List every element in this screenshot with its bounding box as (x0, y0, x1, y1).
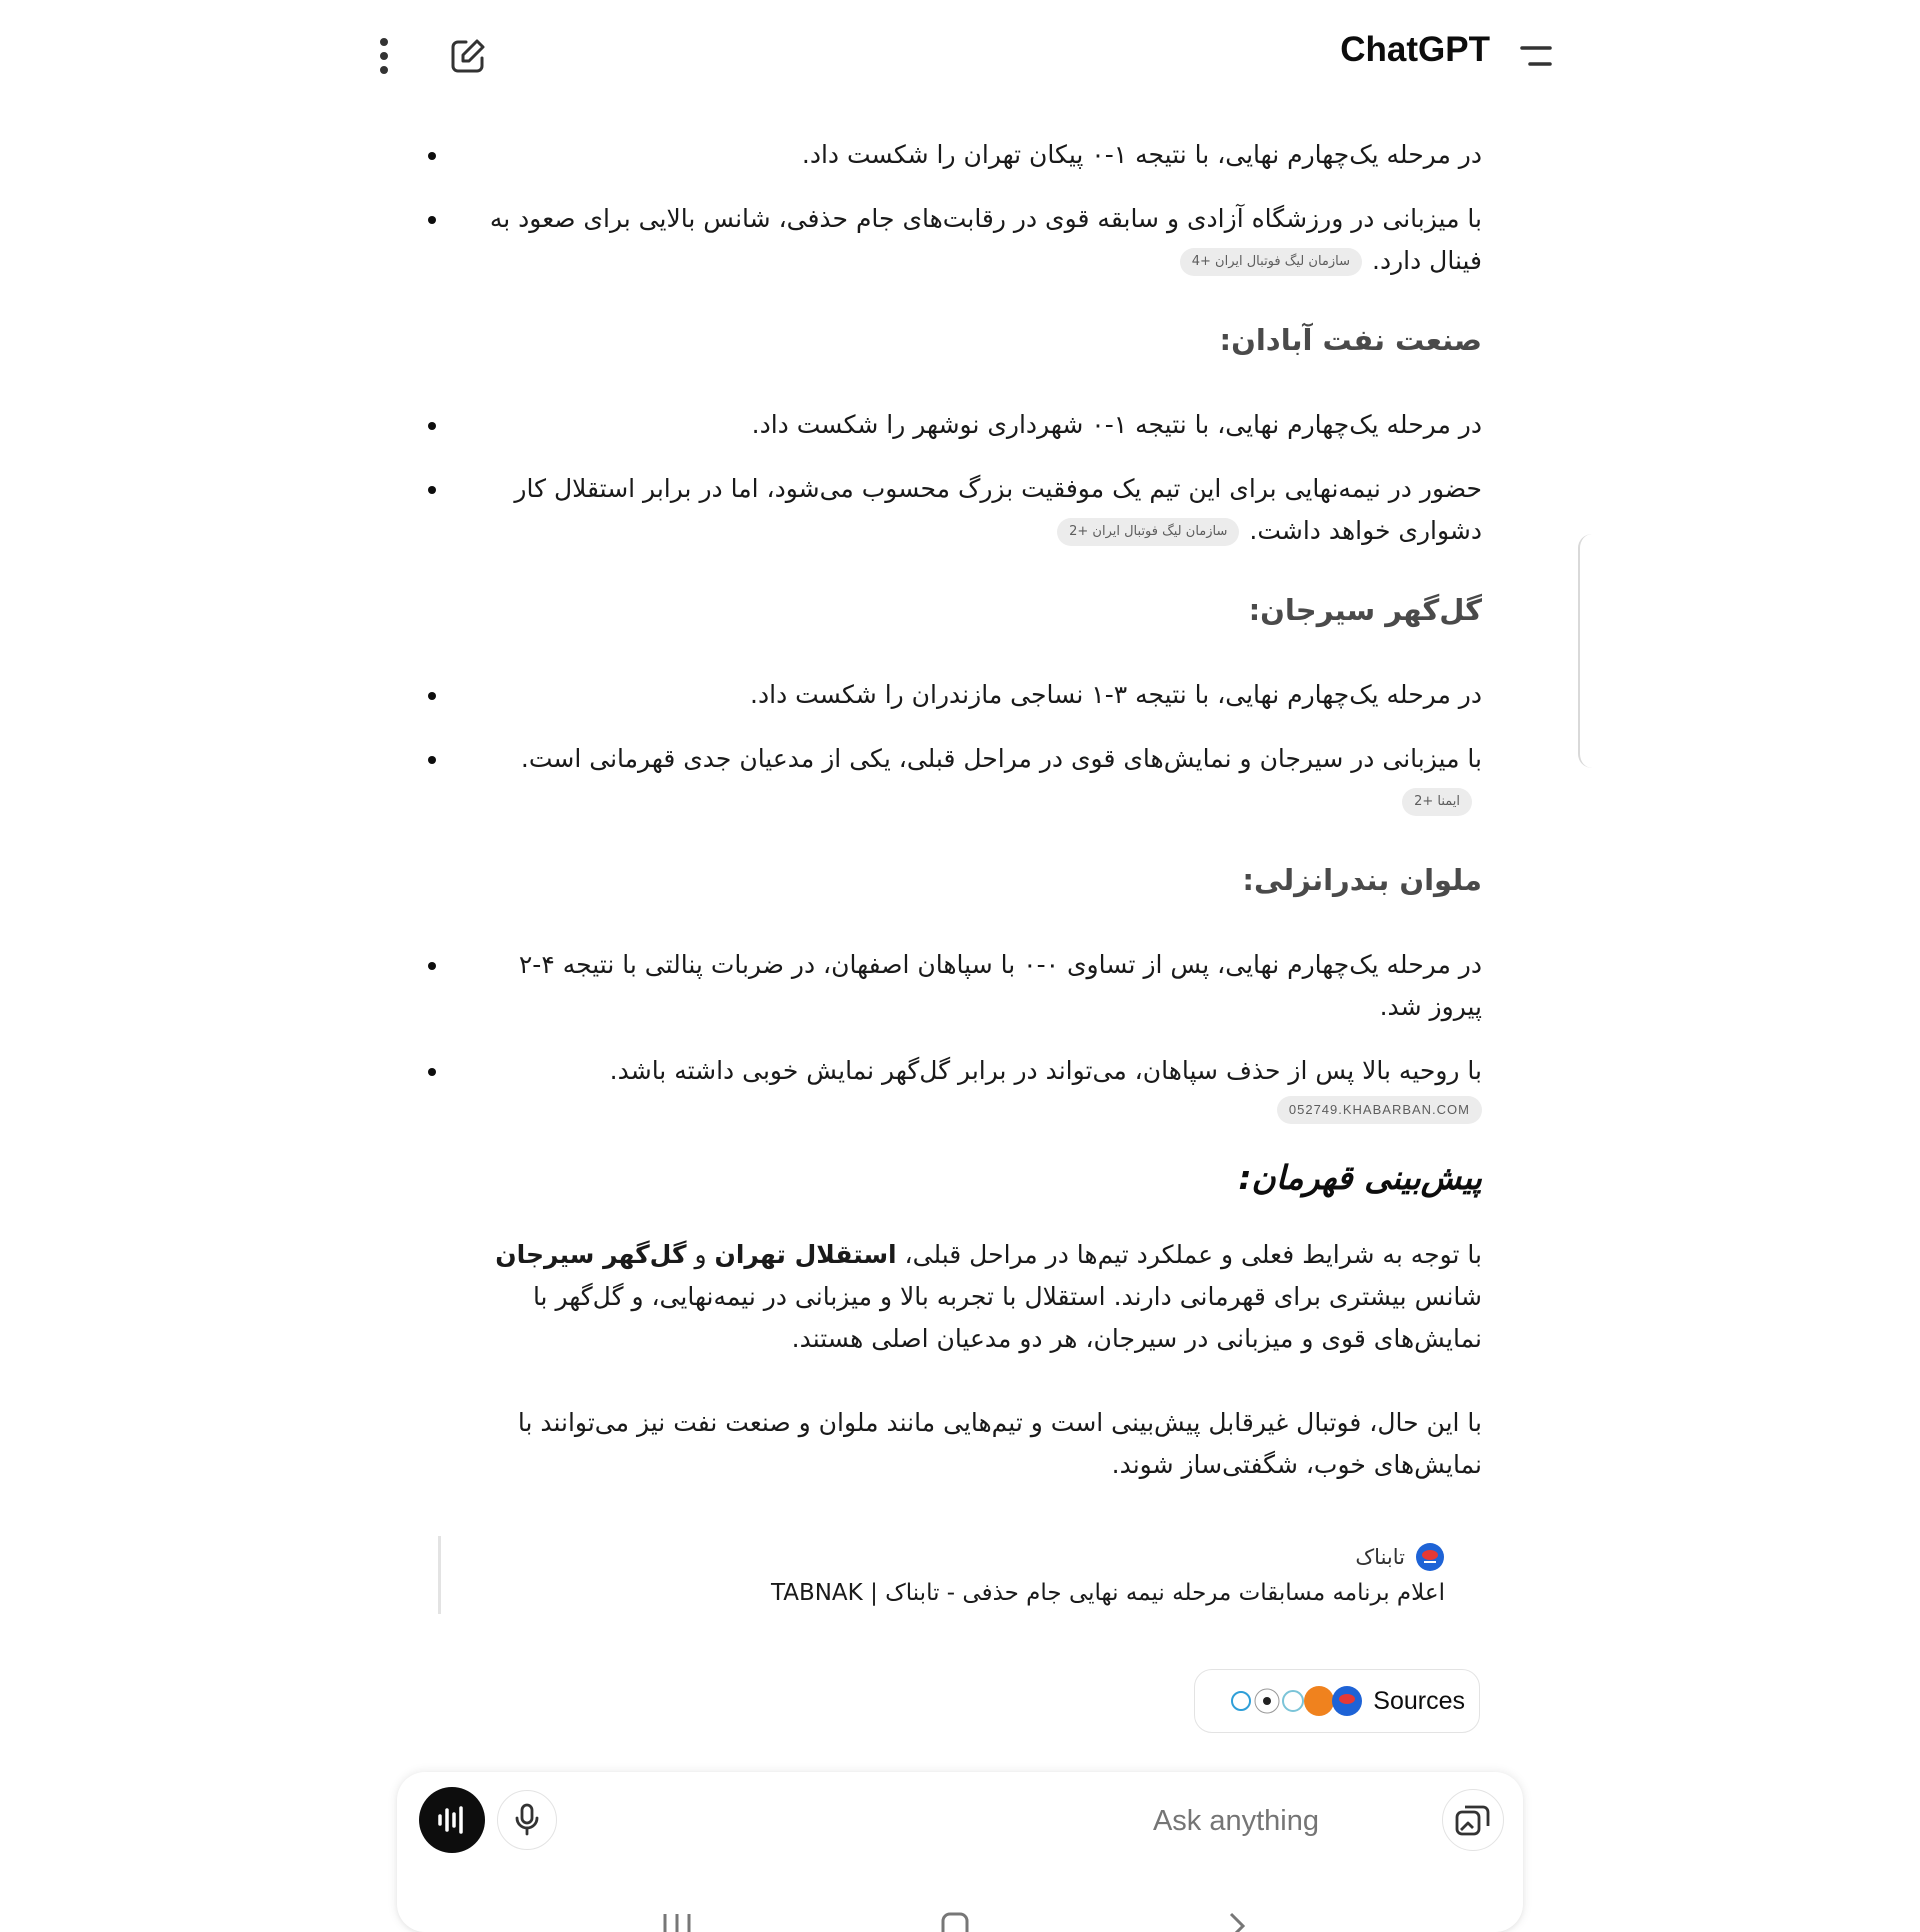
citation-chip[interactable]: سازمان لیگ فوتبال ایران +4 (1180, 248, 1362, 276)
citation-source: تابناک (1355, 1545, 1405, 1569)
menu-icon (1518, 43, 1554, 69)
bullet (428, 692, 436, 700)
list-item: در مرحله یک‌چهارم نهایی، با نتیجه ۳-۱ نساجی مازندران را شکست داد. (440, 674, 1482, 716)
back-icon[interactable] (1217, 1910, 1257, 1932)
menu-button[interactable] (1516, 36, 1556, 76)
citation-chip[interactable]: سازمان لیگ فوتبال ایران +2 (1057, 518, 1239, 546)
list-item: در مرحله یک‌چهارم نهایی، با نتیجه ۱-۰ پیکان تهران را شکست داد. (440, 134, 1482, 176)
section-heading: ملوان بندرانزلی: (1242, 863, 1482, 897)
new-chat-button[interactable] (446, 34, 490, 78)
more-options-button[interactable] (366, 32, 402, 80)
sources-label: Sources (1373, 1686, 1465, 1715)
list-item: با میزبانی در ورزشگاه آزادی و سابقه قوی در رقابت‌های جام حذفی، شانس بالایی برای صعود به فینال دارد.سازمان لیگ فوتبال ایران +4 (440, 198, 1482, 282)
citation-chip[interactable]: ایمنا +2 (1402, 788, 1472, 816)
list-item: با میزبانی در سیرجان و نمایش‌های قوی در مراحل قبلی، یکی از مدعیان جدی قهرمانی است.ایمنا +2 (440, 738, 1482, 822)
section-heading: گل‌گهر سیرجان: (1248, 593, 1482, 627)
section-heading: صنعت نفت آبادان: (1219, 323, 1482, 357)
team-name: استقلال تهران (714, 1240, 897, 1269)
source-favicon-icon (1283, 1691, 1303, 1711)
source-favicon-icon (1304, 1686, 1334, 1716)
gallery-icon (1453, 1802, 1493, 1838)
bullet (428, 422, 436, 430)
list-item: حضور در نیمه‌نهایی برای این تیم یک موفقیت بزرگ محسوب می‌شود، اما در برابر استقلال کار دشواری خواهد داشت.سازمان لیگ فوتبال ایران +2 (440, 468, 1482, 552)
bullet (428, 486, 436, 494)
team-name: گل‌گهر سیرجان (495, 1240, 687, 1269)
app-header (0, 0, 1920, 112)
bullet-list (440, 134, 1482, 282)
app-title: ChatGPT (1340, 30, 1490, 69)
bullet-list (440, 944, 1482, 1124)
bullet (428, 152, 436, 160)
bullet-list (440, 404, 1482, 552)
prompt-input[interactable] (897, 1794, 1321, 1848)
source-icons (1227, 1683, 1367, 1719)
attachments-button[interactable] (1442, 1789, 1504, 1851)
microphone-icon (513, 1803, 541, 1837)
system-nav-bar (657, 1904, 1277, 1932)
source-favicon-icon (1232, 1692, 1250, 1710)
list-item: با روحیه بالا پس از حذف سپاهان، می‌تواند در برابر گل‌گهر نمایش خوبی داشته باشد. (440, 1050, 1482, 1092)
sources-button[interactable] (1194, 1669, 1480, 1733)
prediction-heading: پیش‌بینی قهرمان: (1238, 1158, 1482, 1197)
more-vertical-icon (378, 36, 390, 76)
scroll-indicator[interactable] (1578, 534, 1592, 768)
bullet (428, 756, 436, 764)
prediction-paragraph: با توجه به شرایط فعلی و عملکرد تیم‌ها در مراحل قبلی، استقلال تهران و گل‌گهر سیرجان شانس بیشتری برای قهرمانی دارند. استقلال با تجربه بالا و میزبانی در نیمه‌نهایی، و گل‌گهر با نمایش‌های قوی و میزبانی در سیرجان، هر دو مدعیان اصلی هستند. (495, 1240, 1482, 1353)
edit-icon (449, 37, 487, 75)
list-item: در مرحله یک‌چهارم نهایی، پس از تساوی ۰-۰ با سپاهان اصفهان، در ضربات پنالتی با نتیجه ۴-۲ پیروز شد. (440, 944, 1482, 1028)
assistant-message (440, 120, 1482, 1486)
bullet (428, 962, 436, 970)
tabnak-logo-icon (1415, 1542, 1445, 1572)
bullet (428, 1068, 436, 1076)
citation-card[interactable] (438, 1536, 1465, 1614)
voice-mode-button[interactable] (419, 1787, 485, 1853)
list-item: در مرحله یک‌چهارم نهایی، با نتیجه ۱-۰ شهرداری نوشهر را شکست داد. (440, 404, 1482, 446)
bullet (428, 216, 436, 224)
composer (397, 1772, 1523, 1932)
waveform-icon (435, 1805, 469, 1835)
prediction-paragraph: با این حال، فوتبال غیرقابل پیش‌بینی است و تیم‌هایی مانند ملوان و صنعت نفت نیز می‌توانند با نمایش‌های خوب، شگفتی‌ساز شوند. (517, 1408, 1482, 1479)
recent-apps-icon[interactable] (657, 1910, 697, 1932)
citation-chip[interactable]: 052749.KHABARBAN.COM (1277, 1096, 1482, 1124)
home-icon[interactable] (935, 1910, 975, 1932)
microphone-button[interactable] (497, 1790, 557, 1850)
citation-title: اعلام برنامه مسابقات مرحله نیمه نهایی جام حذفی - تابناک | TABNAK (770, 1580, 1445, 1606)
bullet-list (440, 674, 1482, 822)
